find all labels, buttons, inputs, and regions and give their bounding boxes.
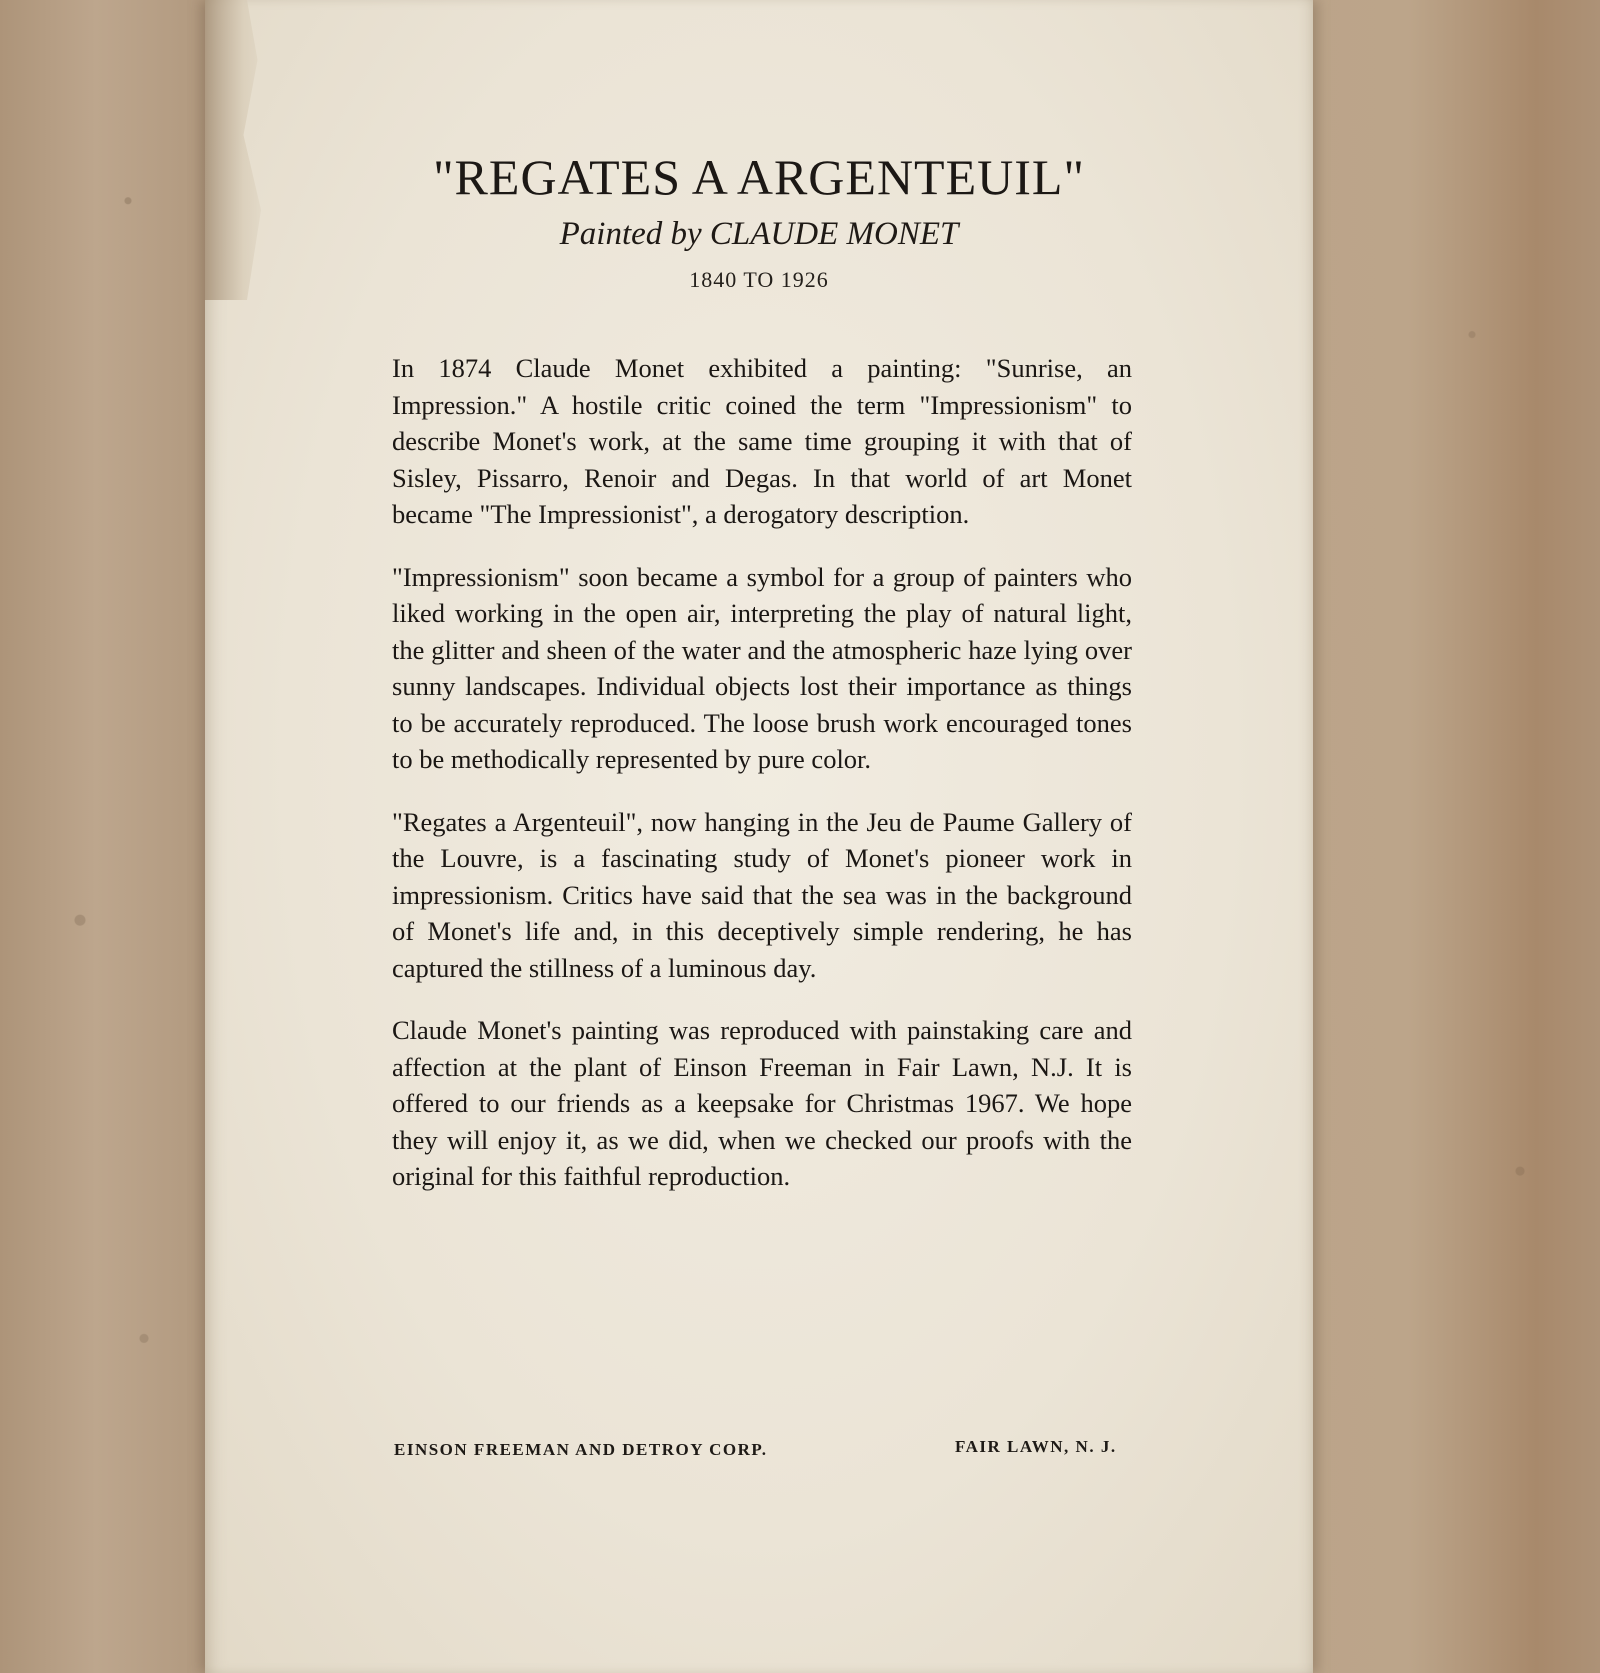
body-text bbox=[392, 350, 1132, 1221]
paragraph-3: "Regates a Argenteuil", now hanging in the Jeu de Paume Gallery of the Louvre, is a fascinating study of Monet's pioneer work in impressionism. Critics have said that the sea was in the background of Monet's life and, in this deceptively simple rendering, he has captured the stillness of a luminous day. bbox=[392, 806, 1132, 983]
footer-company: EINSON FREEMAN AND DETROY CORP. bbox=[394, 1440, 768, 1459]
document-subtitle: Painted by CLAUDE MONET bbox=[559, 216, 959, 252]
footer-location: FAIR LAWN, N. J. bbox=[955, 1437, 1117, 1456]
paragraph-1: In 1874 Claude Monet exhibited a painting: "Sunrise, an Impression." A hostile critic coined the term "Impressionism" to describe Monet's work, at the same time grouping it with that of Sisley, Pissarro, Renoir and Degas. In that world of art Monet became "The Impressionist", a derogatory description. bbox=[392, 353, 1132, 529]
paragraph-4: Claude Monet's painting was reproduced with painstaking care and affection at the plant of Einson Freeman in Fair Lawn, N.J. It is offered to our friends as a keepsake for Christmas 1967. We hope they will enjoy it, as we did, when we checked our proofs with the original for this faithful reproduction. bbox=[392, 1015, 1132, 1191]
artist-dates: 1840 TO 1926 bbox=[689, 267, 829, 292]
paragraph-2: "Impressionism" soon became a symbol for a group of painters who liked working in the open air, interpreting the play of natural light, the glitter and sheen of the water and the atmospheric haze lying over sunny landscapes. Individual objects lost their importance as things to be accurately reproduced. The loose brush work encouraged tones to be methodically represented by pure color. bbox=[392, 561, 1132, 774]
document-title: "REGATES A ARGENTEUIL" bbox=[433, 149, 1085, 205]
